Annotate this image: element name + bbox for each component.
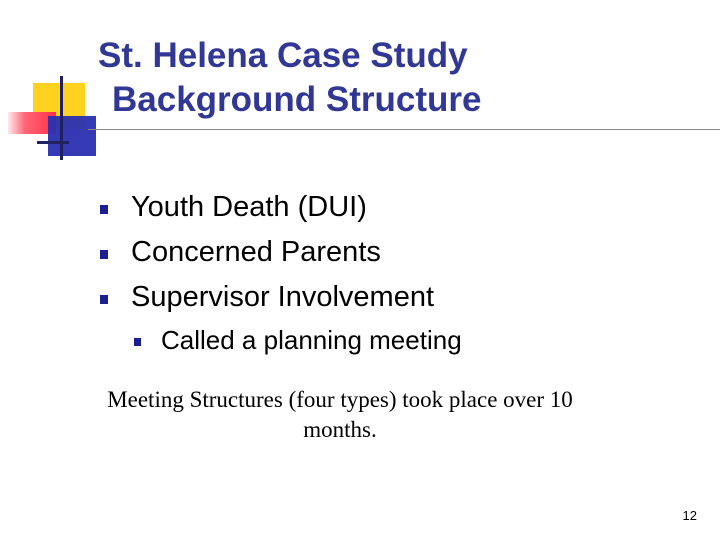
logo-blue-square bbox=[48, 116, 96, 156]
square-bullet-icon bbox=[100, 295, 108, 304]
sub-bullet-text: Called a planning meeting bbox=[161, 325, 462, 355]
square-bullet-icon bbox=[100, 250, 108, 259]
bullet-text: Concerned Parents bbox=[131, 236, 381, 268]
logo-vertical-line bbox=[60, 76, 63, 160]
title-line-1: St. Helena Case Study bbox=[98, 36, 468, 75]
page-number: 12 bbox=[682, 508, 697, 523]
bullet-text: Supervisor Involvement bbox=[131, 281, 435, 313]
square-bullet-icon bbox=[100, 205, 108, 214]
bullet-text: Youth Death (DUI) bbox=[131, 191, 367, 223]
title-line-2: Background Structure bbox=[112, 80, 482, 119]
meeting-structures-note: Meeting Structures (four types) took place over 10 months. bbox=[107, 387, 573, 442]
square-bullet-icon bbox=[134, 338, 141, 346]
slide-title bbox=[98, 34, 482, 122]
logo-horizontal-line bbox=[37, 141, 69, 144]
title-underline-rule bbox=[88, 129, 720, 130]
